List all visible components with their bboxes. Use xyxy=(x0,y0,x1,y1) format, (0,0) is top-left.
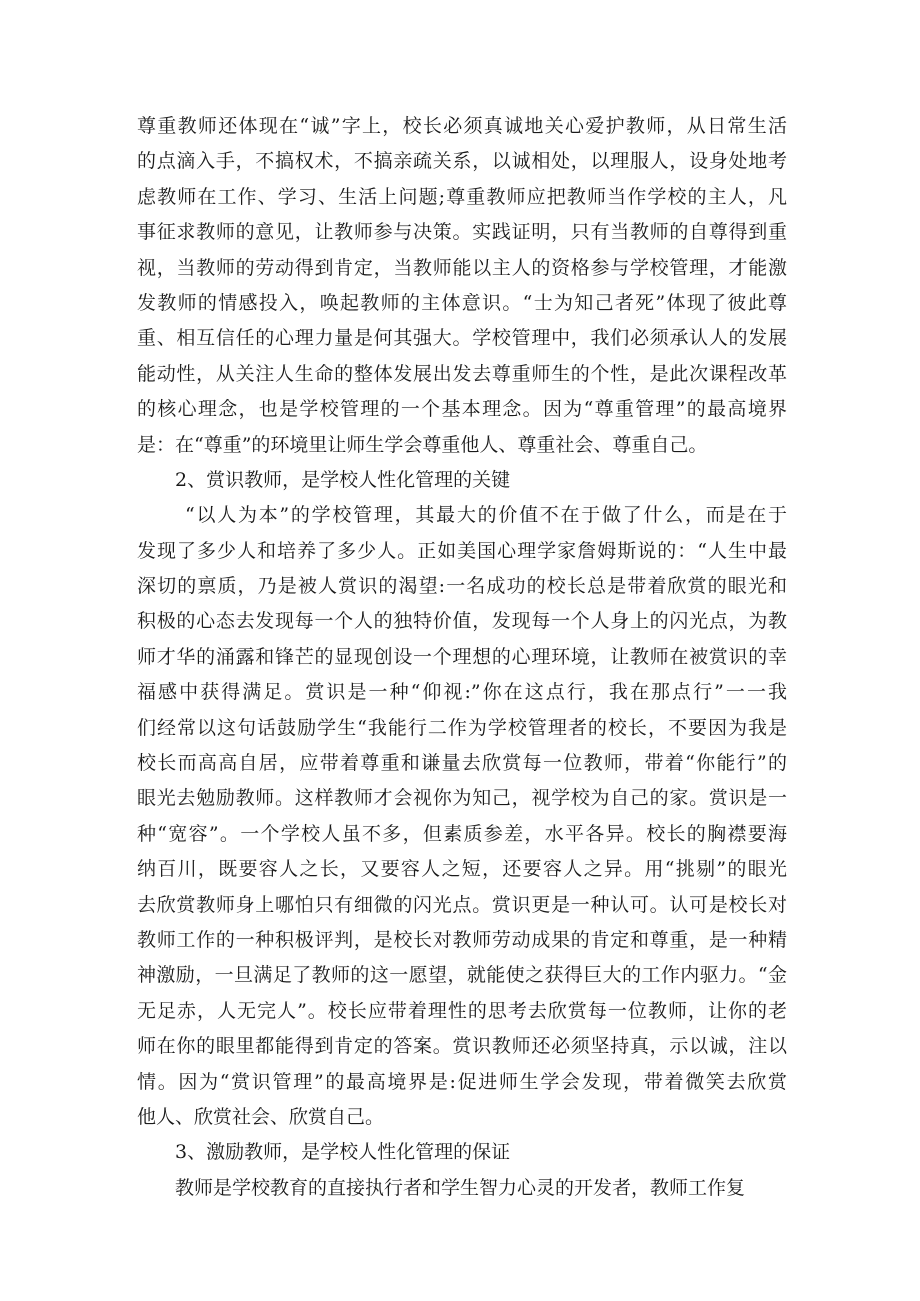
text-line: 的点滴入手，不搞权术，不搞亲疏关系，以诚相处，以理服人，设身处地考 xyxy=(137,150,787,173)
text-line: 发现了多少人和培养了多少人。正如美国心理学家詹姆斯说的：“人生中最 xyxy=(137,539,787,562)
text-line: 福感中获得满足。赏识是一种“仰视:”你在这点行，我在那点行”一一我 xyxy=(137,681,787,704)
text-line: 积极的心态去发现每一个人的独特价值，发现每一个人身上的闪光点，为教 xyxy=(137,610,787,633)
text-line: 们经常以这句话鼓励学生“我能行二作为学校管理者的校长，不要因为我是 xyxy=(137,716,787,739)
text-line: 能动性，从关注人生命的整体发展出发去尊重师生的个性，是此次课程改革 xyxy=(137,362,787,385)
section-heading: 3、激励教师，是学校人性化管理的保证 xyxy=(175,1141,511,1164)
text-line: 眼光去勉励教师。这样教师才会视你为知己，视学校为自己的家。赏识是一 xyxy=(137,787,787,810)
text-line: 师才华的涌露和锋芒的显现创设一个理想的心理环境，让教师在被赏识的幸 xyxy=(137,645,787,668)
text-line: 他人、欣赏社会、欣赏自己。 xyxy=(137,1105,385,1128)
text-line: 的核心理念，也是学校管理的一个基本理念。因为“尊重管理”的最高境界 xyxy=(137,398,787,421)
text-line: 发教师的情感投入，唤起教师的主体意识。“士为知己者死”体现了彼此尊 xyxy=(137,291,787,314)
text-line: 校长而高高自居，应带着尊重和谦量去欣赏每一位教师，带着“你能行”的 xyxy=(137,752,787,775)
text-line: 深切的禀质，乃是被人赏识的渴望:一名成功的校长总是带着欣赏的眼光和 xyxy=(137,575,787,598)
text-line: 无足赤，人无完人”。校长应带着理性的思考去欣赏每一位教师，让你的老 xyxy=(137,999,787,1022)
document-body xyxy=(137,109,787,1206)
text-line: 神激励，一旦满足了教师的这一愿望，就能使之获得巨大的工作内驱力。“金 xyxy=(137,964,787,987)
text-line: 情。因为“赏识管理”的最高境界是:促进师生学会发现，带着微笑去欣赏 xyxy=(137,1070,787,1093)
text-line: 虑教师在工作、学习、生活上问题;尊重教师应把教师当作学校的主人，凡 xyxy=(137,185,787,208)
text-line: 视，当教师的劳动得到肯定，当教师能以主人的资格参与学校管理，才能激 xyxy=(137,256,787,279)
text-line: 种“宽容”。一个学校人虽不多，但素质参差，水平各异。校长的胸襟要海 xyxy=(137,822,787,845)
text-line: 教师工作的一种积极评判，是校长对教师劳动成果的肯定和尊重，是一种精 xyxy=(137,928,787,951)
text-line: 是：在“尊重”的环境里让师生学会尊重他人、尊重社会、尊重自己。 xyxy=(137,433,708,456)
text-line: 尊重教师还体现在“诚”字上，校长必须真诚地关心爱护教师，从日常生活 xyxy=(137,115,787,137)
section-heading: 2、赏识教师，是学校人性化管理的关键 xyxy=(175,468,511,491)
text-line: 事征求教师的意见，让教师参与决策。实践证明，只有当教师的自尊得到重 xyxy=(137,221,787,244)
text-line: 教师是学校教育的直接执行者和学生智力心灵的开发者，教师工作复 xyxy=(175,1176,746,1199)
text-line: 师在你的眼里都能得到肯定的答案。赏识教师还必须坚持真，示以诚，注以 xyxy=(137,1035,787,1058)
text-line: 重、相互信任的心理力量是何其强大。学校管理中，我们必须承认人的发展 xyxy=(137,327,787,350)
text-line: “以人为本”的学校管理，其最大的价值不在于做了什么，而是在于 xyxy=(185,504,787,527)
text-line: 纳百川，既要容人之长，又要容人之短，还要容人之异。用“挑剔”的眼光 xyxy=(137,858,787,881)
text-line: 去欣赏教师身上哪怕只有细微的闪光点。赏识更是一种认可。认可是校长对 xyxy=(137,893,787,916)
